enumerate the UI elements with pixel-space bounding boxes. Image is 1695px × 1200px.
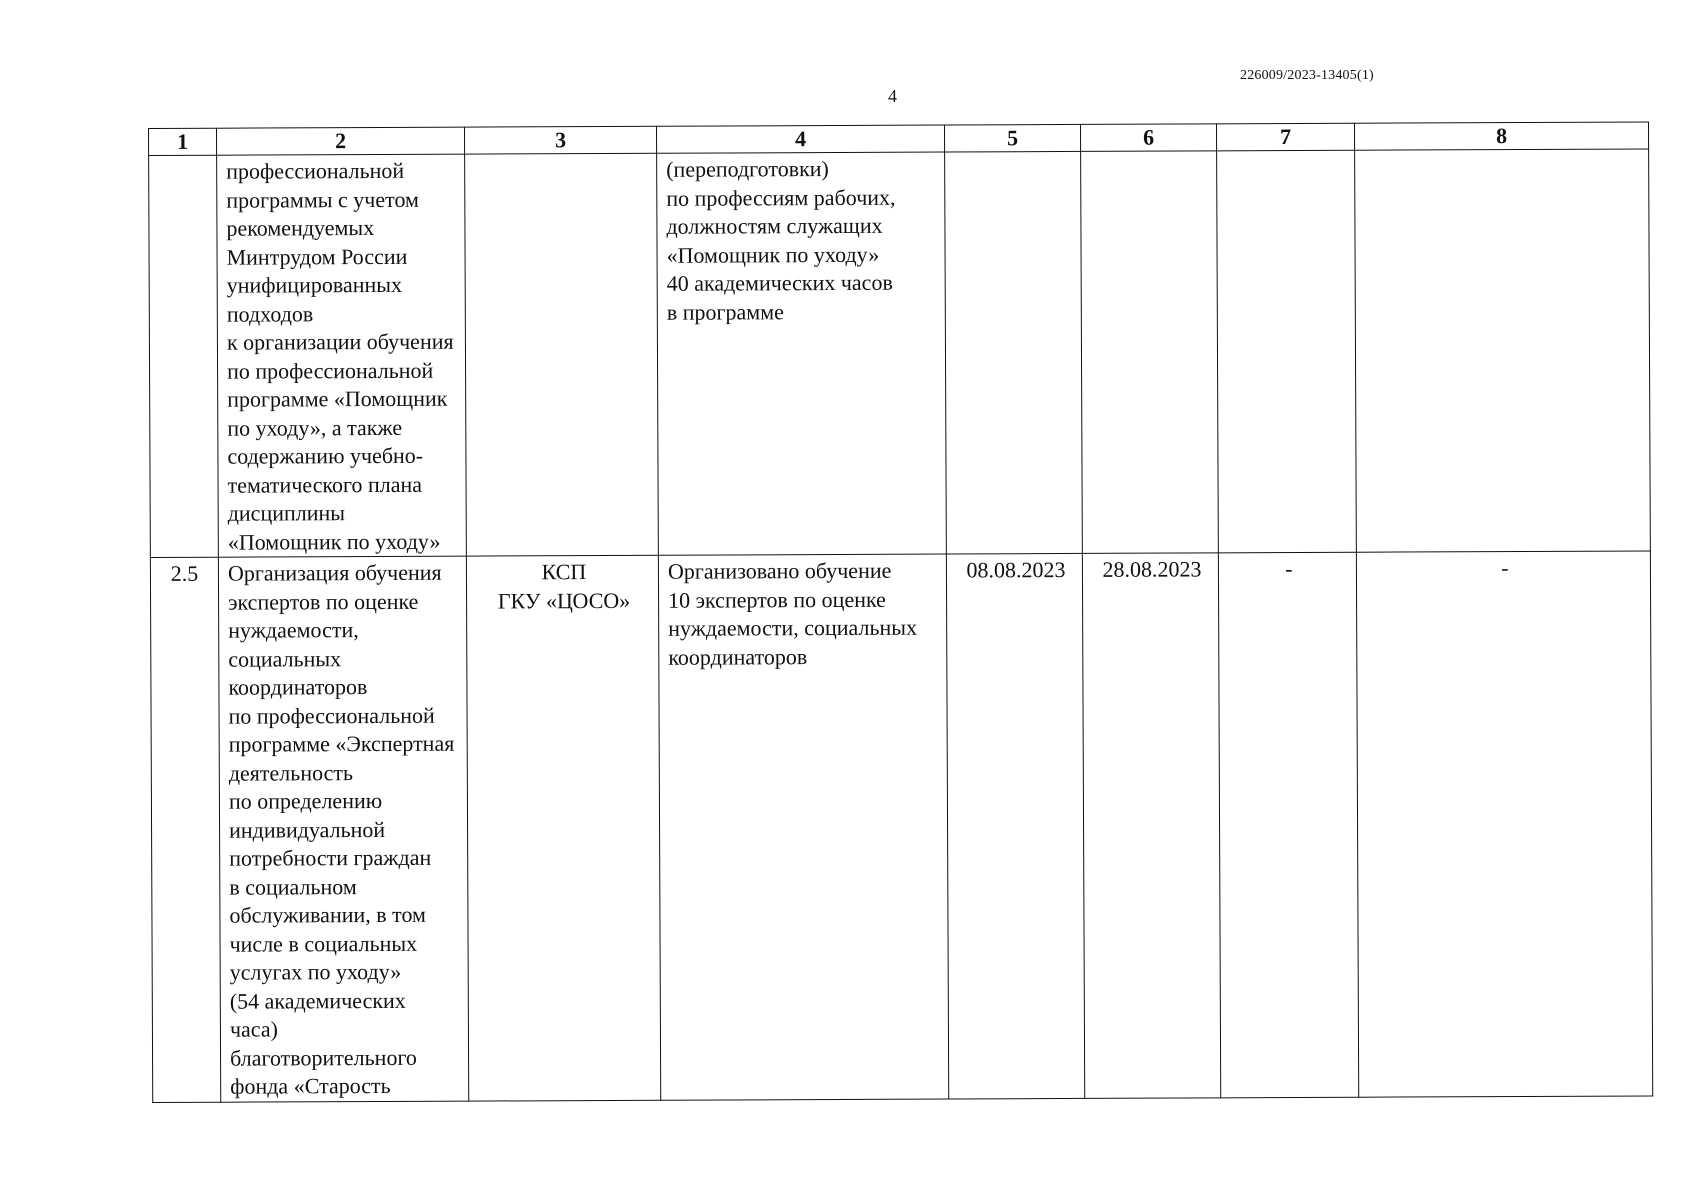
row-number-cell: 2.5 — [150, 557, 220, 1102]
table-cell: - — [1356, 551, 1652, 1097]
column-header: 7 — [1216, 123, 1354, 151]
table-cell — [465, 153, 659, 556]
table-cell — [149, 155, 219, 557]
table-row — [150, 551, 1652, 1102]
table-cell — [1217, 150, 1357, 553]
column-header: 6 — [1080, 124, 1216, 152]
table-row — [149, 149, 1651, 558]
page-number: 4 — [888, 86, 897, 106]
column-header: 5 — [944, 124, 1080, 152]
start-date-cell: 08.08.2023 — [946, 553, 1084, 1098]
table-cell: - — [1218, 552, 1358, 1097]
plan-table — [148, 121, 1653, 1102]
activity-cell: Организация обучения экспертов по оценке нуждаемости, социальных координаторов по профессиональной программе «Экспертная деятельность по определению индивидуальной потребности граждан в социальном обслуживании, в том числе в социальных услугах по уходу» (54 академических часа) благотворительного фонда «Старость — [218, 556, 468, 1102]
end-date-cell: 28.08.2023 — [1082, 553, 1220, 1098]
table-cell — [1355, 149, 1651, 552]
column-header: 1 — [149, 128, 217, 155]
column-header: 4 — [656, 125, 944, 153]
table-cell — [1081, 151, 1219, 554]
table-cell — [945, 151, 1083, 554]
table-cell: (переподготовки) по профессиям рабочих, должностям служащих «Помощник по уходу» 40 академических часов в программе — [657, 152, 947, 555]
document-id: 226009/2023-13405(1) — [1240, 68, 1374, 83]
table-cell: профессиональной программы с учетом рекомендуемых Минтрудом России унифицированных подходов к организации обучения по профессиональной программе «Помощник по уходу», а также содержанию учебно- тематического плана дисциплины «Помощник по уходу» — [217, 154, 467, 557]
column-header: 3 — [464, 126, 656, 154]
column-header: 2 — [217, 127, 465, 155]
responsible-cell: КСП ГКУ «ЦОСО» — [466, 555, 660, 1100]
column-header: 8 — [1354, 122, 1648, 150]
result-cell: Организовано обучение 10 экспертов по оценке нуждаемости, социальных координаторов — [658, 554, 948, 1100]
